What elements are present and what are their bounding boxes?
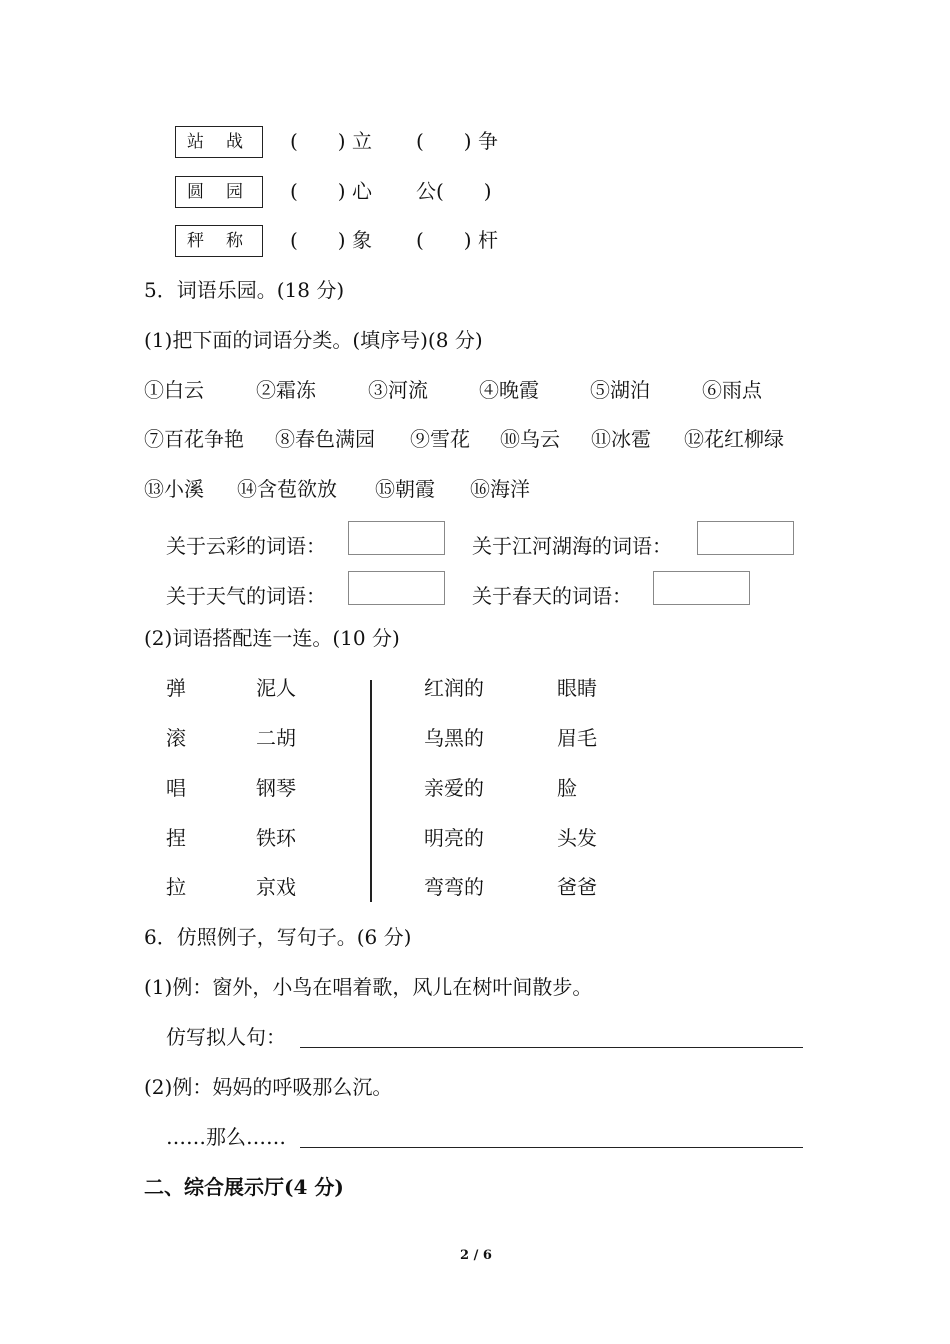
q6-prompt-2: ……那么…… <box>166 1125 286 1149</box>
char-b: 称 <box>226 231 243 251</box>
fill-blank[interactable]: ( ) 杆 <box>416 228 498 252</box>
char-b: 园 <box>226 182 243 202</box>
word-item: ⑩乌云 <box>500 427 560 451</box>
char-a: 站 <box>187 132 204 152</box>
match-noun[interactable]: 眉毛 <box>557 726 597 750</box>
q6-title: 6．仿照例子，写句子。(6 分) <box>144 925 412 949</box>
fill-blank[interactable]: 公( ) <box>416 179 492 203</box>
match-adjective[interactable]: 红润的 <box>424 676 484 700</box>
answer-line-2[interactable] <box>300 1147 803 1148</box>
category-clouds-label: 关于云彩的词语： <box>166 534 326 558</box>
word-item: ⑦百花争艳 <box>144 427 244 451</box>
match-adjective[interactable]: 弯弯的 <box>424 875 484 899</box>
char-box <box>175 176 263 208</box>
word-item: ①白云 <box>144 378 204 402</box>
match-noun[interactable]: 头发 <box>557 826 597 850</box>
category-weather-answer-box[interactable] <box>348 571 445 605</box>
category-waters-answer-box[interactable] <box>697 521 794 555</box>
match-object[interactable]: 钢琴 <box>256 776 296 800</box>
match-verb[interactable]: 滚 <box>166 726 186 750</box>
word-item: ⑪冰雹 <box>591 427 651 451</box>
category-spring-answer-box[interactable] <box>653 571 750 605</box>
q5-title: 5．词语乐园。(18 分) <box>144 278 345 302</box>
match-noun[interactable]: 眼睛 <box>557 676 597 700</box>
word-item: ⑤湖泊 <box>590 378 650 402</box>
word-item: ②霜冻 <box>256 378 316 402</box>
match-adjective[interactable]: 明亮的 <box>424 826 484 850</box>
divider-line <box>370 680 372 902</box>
match-adjective[interactable]: 亲爱的 <box>424 776 484 800</box>
q5-part2-title: (2)词语搭配连一连。(10 分) <box>144 626 400 650</box>
fill-blank[interactable]: ( ) 争 <box>416 129 498 153</box>
word-item: ④晚霞 <box>479 378 539 402</box>
char-a: 圆 <box>187 182 204 202</box>
match-verb[interactable]: 捏 <box>166 826 186 850</box>
match-noun[interactable]: 脸 <box>557 776 577 800</box>
q6-prompt-1: 仿写拟人句： <box>166 1025 286 1049</box>
fill-blank[interactable]: ( ) 心 <box>290 179 372 203</box>
char-box <box>175 126 263 158</box>
match-verb[interactable]: 拉 <box>166 875 186 899</box>
word-item: ⑯海洋 <box>470 477 530 501</box>
char-box <box>175 225 263 257</box>
word-item: ⑭含苞欲放 <box>237 477 337 501</box>
word-item: ⑨雪花 <box>410 427 470 451</box>
answer-line-1[interactable] <box>300 1047 803 1048</box>
match-object[interactable]: 铁环 <box>256 826 296 850</box>
fill-blank[interactable]: ( ) 象 <box>290 228 372 252</box>
page-number: 2 / 6 <box>460 1248 492 1263</box>
char-b: 战 <box>226 132 243 152</box>
word-item: ③河流 <box>368 378 428 402</box>
match-object[interactable]: 京戏 <box>256 875 296 899</box>
word-item: ⑫花红柳绿 <box>684 427 784 451</box>
word-item: ⑮朝霞 <box>375 477 435 501</box>
match-verb[interactable]: 唱 <box>166 776 186 800</box>
category-waters-label: 关于江河湖海的词语： <box>472 534 672 558</box>
word-item: ⑧春色满园 <box>275 427 375 451</box>
char-a: 秤 <box>187 231 204 251</box>
category-weather-label: 关于天气的词语： <box>166 584 326 608</box>
q6-example-2: (2)例：妈妈的呼吸那么沉。 <box>144 1075 393 1099</box>
section-2-title: 二、综合展示厅(4 分) <box>144 1175 344 1199</box>
match-object[interactable]: 泥人 <box>256 676 296 700</box>
category-clouds-answer-box[interactable] <box>348 521 445 555</box>
match-adjective[interactable]: 乌黑的 <box>424 726 484 750</box>
category-spring-label: 关于春天的词语： <box>472 584 632 608</box>
match-noun[interactable]: 爸爸 <box>557 875 597 899</box>
word-item: ⑬小溪 <box>144 477 204 501</box>
word-item: ⑥雨点 <box>702 378 762 402</box>
q6-example-1: (1)例：窗外，小鸟在唱着歌，风儿在树叶间散步。 <box>144 975 593 999</box>
fill-blank[interactable]: ( ) 立 <box>290 129 372 153</box>
q5-part1-title: (1)把下面的词语分类。(填序号)(8 分) <box>144 328 483 352</box>
match-object[interactable]: 二胡 <box>256 726 296 750</box>
match-verb[interactable]: 弹 <box>166 676 186 700</box>
